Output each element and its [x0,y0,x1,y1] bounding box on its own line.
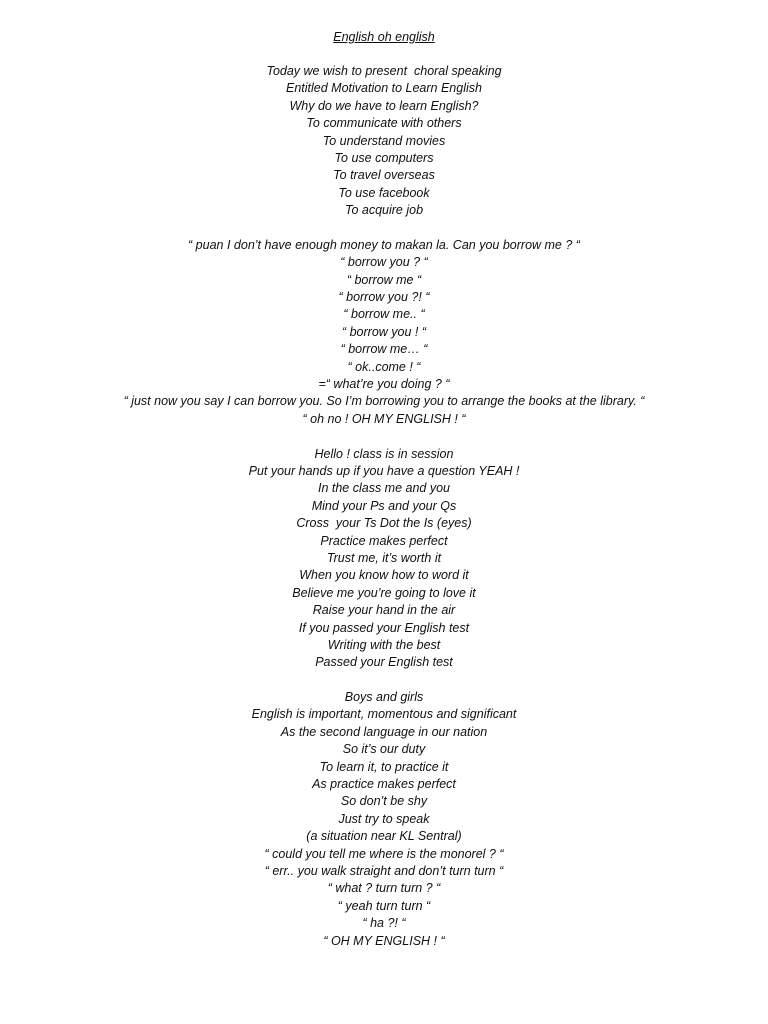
stanza-3 [0,446,768,672]
poem-line: Trust me, it’s worth it [326,550,442,565]
poem-line: To communicate with others [306,116,462,131]
poem-line: If you passed your English test [298,620,470,635]
stanza-4 [0,689,768,950]
poem-line: “ puan I don’t have enough money to makan la. Can you borrow me ? “ [188,237,580,252]
poem-line: As the second language in our nation [280,724,488,739]
document-title: English oh english [333,30,435,44]
poem-line: “ borrow you ?! “ [338,290,430,305]
poem-line: To understand movies [322,133,446,148]
poem-line: So it’s our duty [342,742,426,757]
poem-line: Practice makes perfect [320,533,448,548]
poem-line: Entitled Motivation to Learn English [286,81,482,96]
poem-line: As practice makes perfect [312,777,456,792]
stanza-2 [0,237,768,428]
poem-line: “ borrow you ? “ [340,255,428,270]
poem-line: English is important, momentous and significant [251,707,517,722]
poem-line: “ borrow me… “ [340,342,428,357]
poem-line: To travel overseas [333,168,435,183]
poem-line: In the class me and you [317,481,451,496]
poem-line: “ yeah turn turn “ [337,898,431,913]
stanza-1 [0,63,768,220]
poem-line: “ could you tell me where is the monorel ? “ [264,846,504,861]
poem-line: Passed your English test [315,655,453,670]
poem-line: Writing with the best [327,637,441,652]
poem-line: Just try to speak [338,811,430,826]
poem-line: “ err.. you walk straight and don’t turn turn “ [264,863,504,878]
poem-line: To use facebook [338,185,430,200]
poem-line: Today we wish to present choral speaking [266,64,502,78]
poem-line: “ OH MY ENGLISH ! “ [323,933,445,948]
poem-line: =“ what’re you doing ? “ [318,377,450,392]
poem-line: When you know how to word it [299,568,469,583]
poem-line: “ borrow me.. “ [343,307,425,322]
poem-line: “ just now you say I can borrow you. So I’m borrowing you to arrange the books at the library. “ [123,394,645,409]
poem-line: “ ha ?! “ [362,916,406,931]
poem-line: Mind your Ps and your Qs [311,498,457,513]
poem-line: Hello ! class is in session [314,446,454,461]
poem-line: Put your hands up if you have a question YEAH ! [248,463,520,478]
poem-line: “ what ? turn turn ? “ [327,881,441,896]
poem-line: Why do we have to learn English? [289,98,479,113]
poem-line: “ borrow you ! “ [341,324,427,339]
poem-line: Believe me you’re going to love it [292,585,476,600]
poem-line: So don’t be shy [340,794,428,809]
poem-line: To acquire job [344,203,424,218]
poem-line: “ ok..come ! “ [347,359,421,374]
poem-line: Raise your hand in the air [312,603,456,618]
poem-line: (a situation near KL Sentral) [306,829,462,844]
poem-line: Cross your Ts Dot the Is (eyes) [296,516,472,531]
poem-line: To use computers [334,150,434,165]
poem-line: To learn it, to practice it [319,759,449,774]
poem-line: “ oh no ! OH MY ENGLISH ! “ [302,411,466,426]
poem-line: Boys and girls [344,690,424,705]
poem-body [0,63,768,967]
poem-line: “ borrow me “ [346,272,422,287]
